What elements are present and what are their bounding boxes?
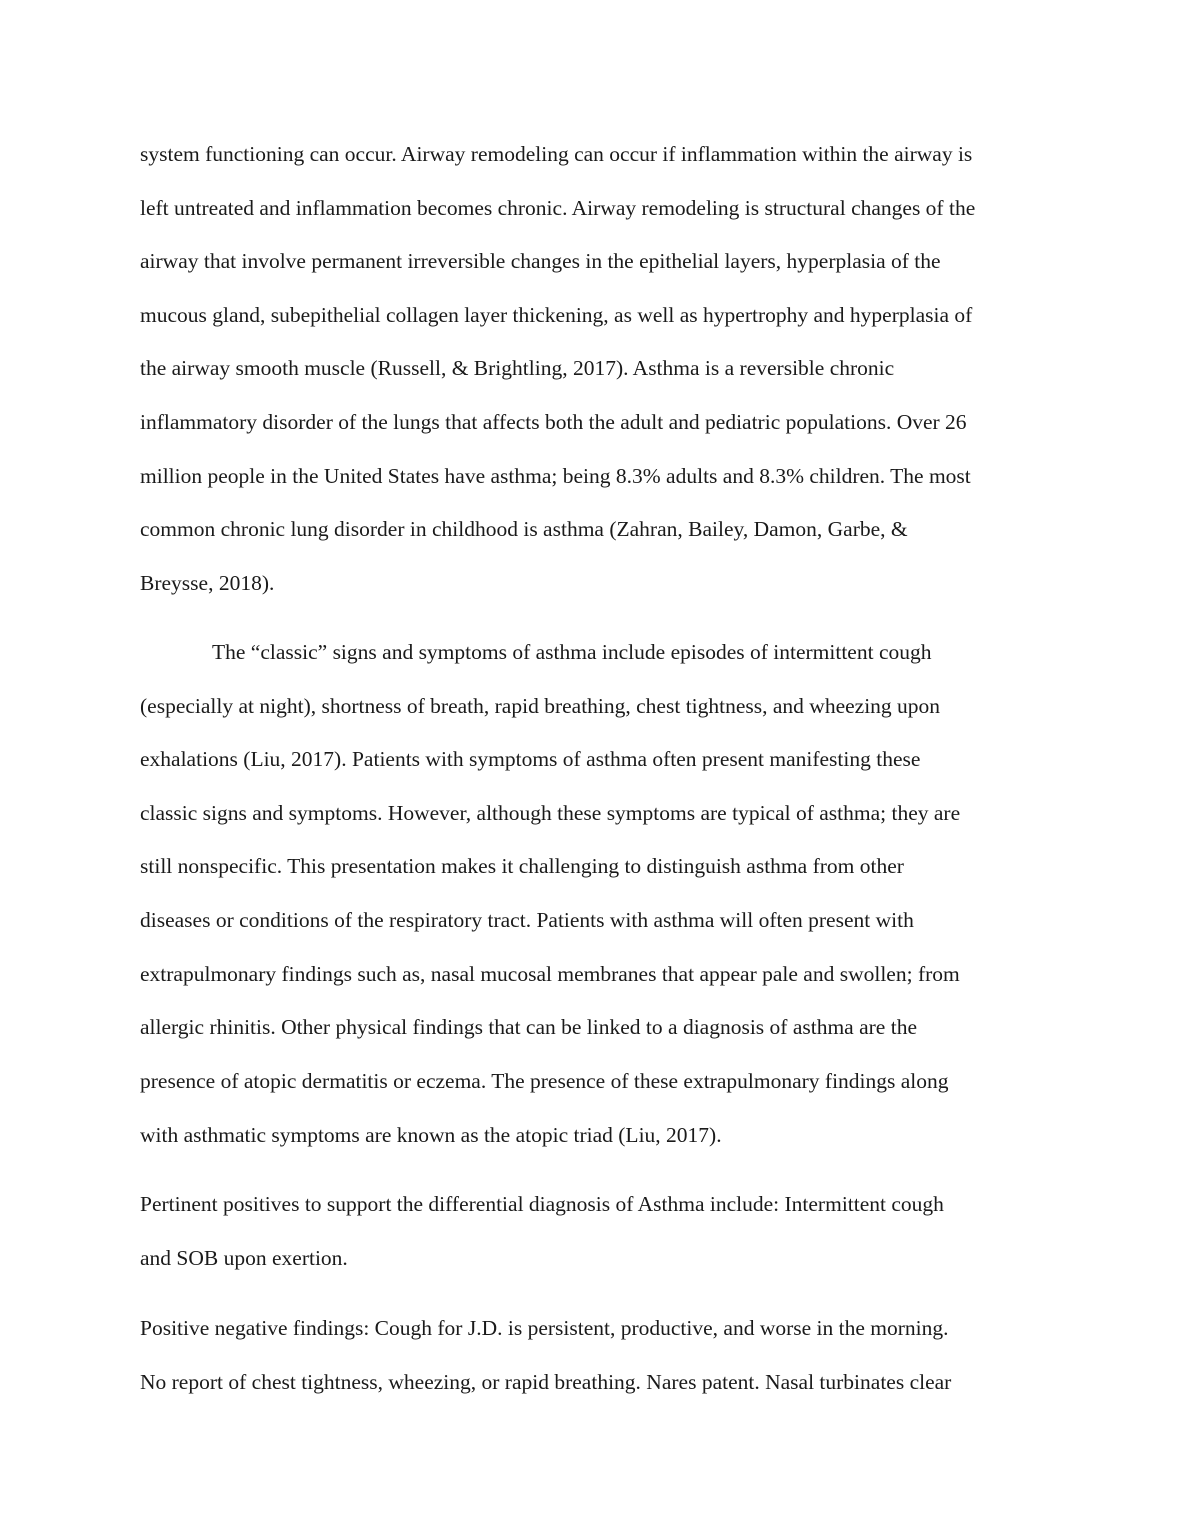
paragraph-line: classic signs and symptoms. However, although these symptoms are typical of asthma; they are <box>140 801 961 825</box>
paragraph-line: mucous gland, subepithelial collagen layer thickening, as well as hypertrophy and hyperplasia of <box>140 303 973 327</box>
paragraph-line: Positive negative findings: Cough for J.D. is persistent, productive, and worse in the morning. <box>140 1316 949 1340</box>
paragraph-line: Pertinent positives to support the differential diagnosis of Asthma include: Intermittent cough <box>140 1192 944 1216</box>
paragraph-line: No report of chest tightness, wheezing, or rapid breathing. Nares patent. Nasal turbinates clear <box>140 1370 952 1394</box>
paragraph-line: left untreated and inflammation becomes chronic. Airway remodeling is structural changes of the <box>140 196 976 220</box>
paragraph-line: with asthmatic symptoms are known as the atopic triad (Liu, 2017). <box>140 1123 722 1147</box>
paragraph-line: Breysse, 2018). <box>140 571 275 595</box>
paragraph-line: million people in the United States have asthma; being 8.3% adults and 8.3% children. The most <box>140 464 971 488</box>
paragraph-line: allergic rhinitis. Other physical findings that can be linked to a diagnosis of asthma are the <box>140 1015 917 1039</box>
paragraph-line: airway that involve permanent irreversible changes in the epithelial layers, hyperplasia of the <box>140 249 941 273</box>
paragraph-line: system functioning can occur. Airway remodeling can occur if inflammation within the airway is <box>140 142 973 166</box>
paragraph-line: extrapulmonary findings such as, nasal mucosal membranes that appear pale and swollen; from <box>140 962 960 986</box>
paragraph-line: The “classic” signs and symptoms of asthma include episodes of intermittent cough <box>212 640 932 664</box>
paragraph-line: exhalations (Liu, 2017). Patients with symptoms of asthma often present manifesting these <box>140 747 921 771</box>
paragraph-line: inflammatory disorder of the lungs that affects both the adult and pediatric populations. Over 26 <box>140 410 967 434</box>
paragraph-line: common chronic lung disorder in childhood is asthma (Zahran, Bailey, Damon, Garbe, & <box>140 517 908 541</box>
paragraph-line: the airway smooth muscle (Russell, & Brightling, 2017). Asthma is a reversible chronic <box>140 356 895 380</box>
paragraph-line: presence of atopic dermatitis or eczema. The presence of these extrapulmonary findings along <box>140 1069 949 1093</box>
paragraph-line: diseases or conditions of the respiratory tract. Patients with asthma will often present with <box>140 908 914 932</box>
paragraph-line: still nonspecific. This presentation makes it challenging to distinguish asthma from other <box>140 854 904 878</box>
paragraph-line: and SOB upon exertion. <box>140 1246 348 1270</box>
paragraph-line: (especially at night), shortness of breath, rapid breathing, chest tightness, and wheezing upon <box>140 694 941 718</box>
